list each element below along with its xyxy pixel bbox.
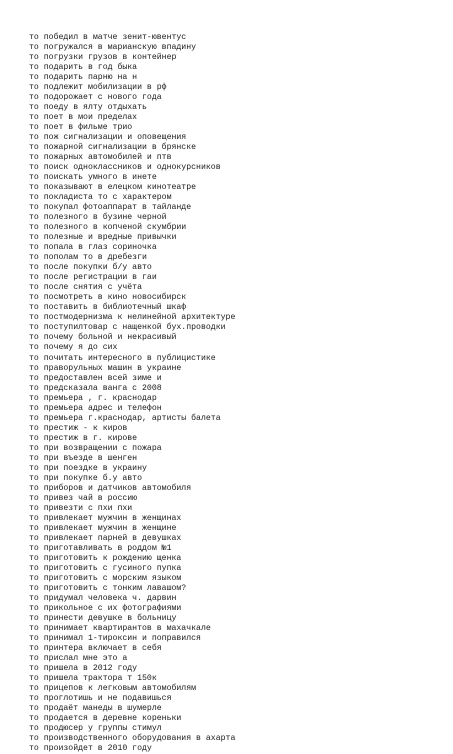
text-line: то пришела трактора т 150к bbox=[29, 674, 157, 683]
text-line: то победил в матче зенит-ювентус bbox=[29, 33, 187, 42]
text-line: то почему я до сих bbox=[29, 343, 118, 353]
text-line: то после снятия с учёта bbox=[29, 283, 143, 293]
text-line: то подорожает с нового года bbox=[29, 93, 162, 103]
text-line: то предоставлен всей зиме и bbox=[29, 373, 162, 383]
text-line: то погрузки грузов в контейнер bbox=[29, 53, 177, 63]
text-line: то предсказала ванга с 2008 bbox=[29, 383, 162, 393]
text-line: то после покупки б/у авто bbox=[29, 263, 152, 273]
text-line: то при возвращении с пожара bbox=[29, 443, 162, 453]
text-line: то при поездке в украину bbox=[29, 463, 147, 473]
text-line: то подарить парню на н bbox=[29, 73, 138, 83]
text-line: то покупал фотоаппарат в тайланде bbox=[29, 203, 192, 213]
text-line: то приготовить к рождению щенка bbox=[29, 553, 182, 563]
text-line: то принимал 1-тироксин и поправился bbox=[29, 633, 201, 643]
text-line: то поискать умного в инете bbox=[29, 173, 157, 183]
text-line: то поиск одноклассников и однокурсников bbox=[29, 163, 221, 173]
text-line: то полезного в копченой скумбрии bbox=[29, 223, 187, 233]
text-line: то поет в фильме трио bbox=[29, 123, 133, 133]
text-line: то принимает квартирантов в махачкале bbox=[29, 623, 211, 633]
text-line: то праворульных машин в украине bbox=[29, 363, 182, 373]
text-line: то премьера г.краснодар, артисты балета bbox=[29, 413, 221, 423]
text-line: то престиж - к киров bbox=[29, 423, 128, 433]
text-line: то постмодернизма к нелинейной архитектуре bbox=[29, 313, 236, 323]
text-line: то погружался в марианскую впадину bbox=[29, 43, 197, 53]
text-line: то произойдет в 2010 году bbox=[29, 744, 152, 754]
text-line: то приготавливать в роддом №1 bbox=[29, 543, 172, 553]
text-line: то привез чай в россию bbox=[29, 493, 138, 503]
text-line: то прислал мне это а bbox=[29, 653, 128, 663]
text-line: то проглотишь и не подавишься bbox=[29, 694, 172, 704]
text-line: то продюсер у группы стимул bbox=[29, 724, 162, 734]
text-line: то пожарных автомобилей и птв bbox=[29, 153, 172, 163]
text-line: то приготовить с морским языком bbox=[29, 573, 182, 583]
text-line: то премьера адрес и телефон bbox=[29, 403, 162, 413]
text-line: то приборов и датчиков автомобиля bbox=[29, 483, 192, 493]
text-line: то пришела в 2012 году bbox=[29, 663, 138, 673]
text-line: то при покупке б.у авто bbox=[29, 473, 143, 483]
text-line: то полезные и вредные привычки bbox=[29, 233, 177, 243]
text-line: то привлекает мужчин в женщинах bbox=[29, 513, 182, 523]
text-line: то привлекает парней в девушках bbox=[29, 533, 182, 543]
text-line: то пополам то в дребезги bbox=[29, 253, 147, 263]
text-line: то продаёт манеды в шумерле bbox=[29, 704, 162, 714]
text-line: то пож сигнализации и оповещения bbox=[29, 133, 187, 143]
text-line: то после регистрации в гаи bbox=[29, 273, 157, 283]
text-line-list bbox=[29, 33, 235, 754]
text-line: то приготовить с тонким лавашом? bbox=[29, 583, 187, 593]
text-line: то пожарной сигнализации в брянске bbox=[29, 143, 197, 153]
text-line: то покладиста то с характером bbox=[29, 193, 172, 203]
text-line: то подлежит мобилизации в рф bbox=[29, 83, 167, 93]
text-line: то продается в деревне кореньки bbox=[29, 714, 182, 724]
text-line: то почему больной и некрасивый bbox=[29, 333, 177, 343]
text-line: то подарить в год быка bbox=[29, 63, 138, 73]
text-line: то привлекает мужчин в женщине bbox=[29, 523, 177, 533]
text-line: то производственного оборудования в ахарта bbox=[29, 734, 236, 744]
text-line: то поеду в ялту отдыхать bbox=[29, 103, 147, 113]
text-line: то приготовить с гусиного пупка bbox=[29, 563, 182, 573]
text-line: то принести девушке в больницу bbox=[29, 613, 177, 623]
text-line: то попала в глаз сориночка bbox=[29, 243, 157, 253]
text-line: то придумал человека ч. дарвин bbox=[29, 593, 177, 603]
text-line: то показывают в елецком кинотеатре bbox=[29, 183, 197, 193]
text-line: то при въезде в шенген bbox=[29, 453, 138, 463]
text-line: то премьера , г. краснодар bbox=[29, 393, 157, 403]
text-line: то почитать интересного в публицистике bbox=[29, 353, 216, 363]
text-line: то престиж в г. кирове bbox=[29, 433, 138, 443]
text-line: то прикольное с их фотографиями bbox=[29, 603, 182, 613]
text-line: то поставить в библиотечный шкаф bbox=[29, 303, 187, 313]
text-line: то поет в мои пределах bbox=[29, 113, 138, 123]
text-line: то прицепов к легковым автомобилям bbox=[29, 684, 197, 694]
text-line: то принтера включает в себя bbox=[29, 643, 162, 653]
text-line: то посмотреть в кино новосибирск bbox=[29, 293, 187, 303]
text-line: то привезти с пхи пхи bbox=[29, 503, 133, 513]
text-line: то поступилтовар с нащенкой бух.проводки bbox=[29, 323, 226, 333]
text-line: то полезного в бузине черной bbox=[29, 213, 167, 223]
